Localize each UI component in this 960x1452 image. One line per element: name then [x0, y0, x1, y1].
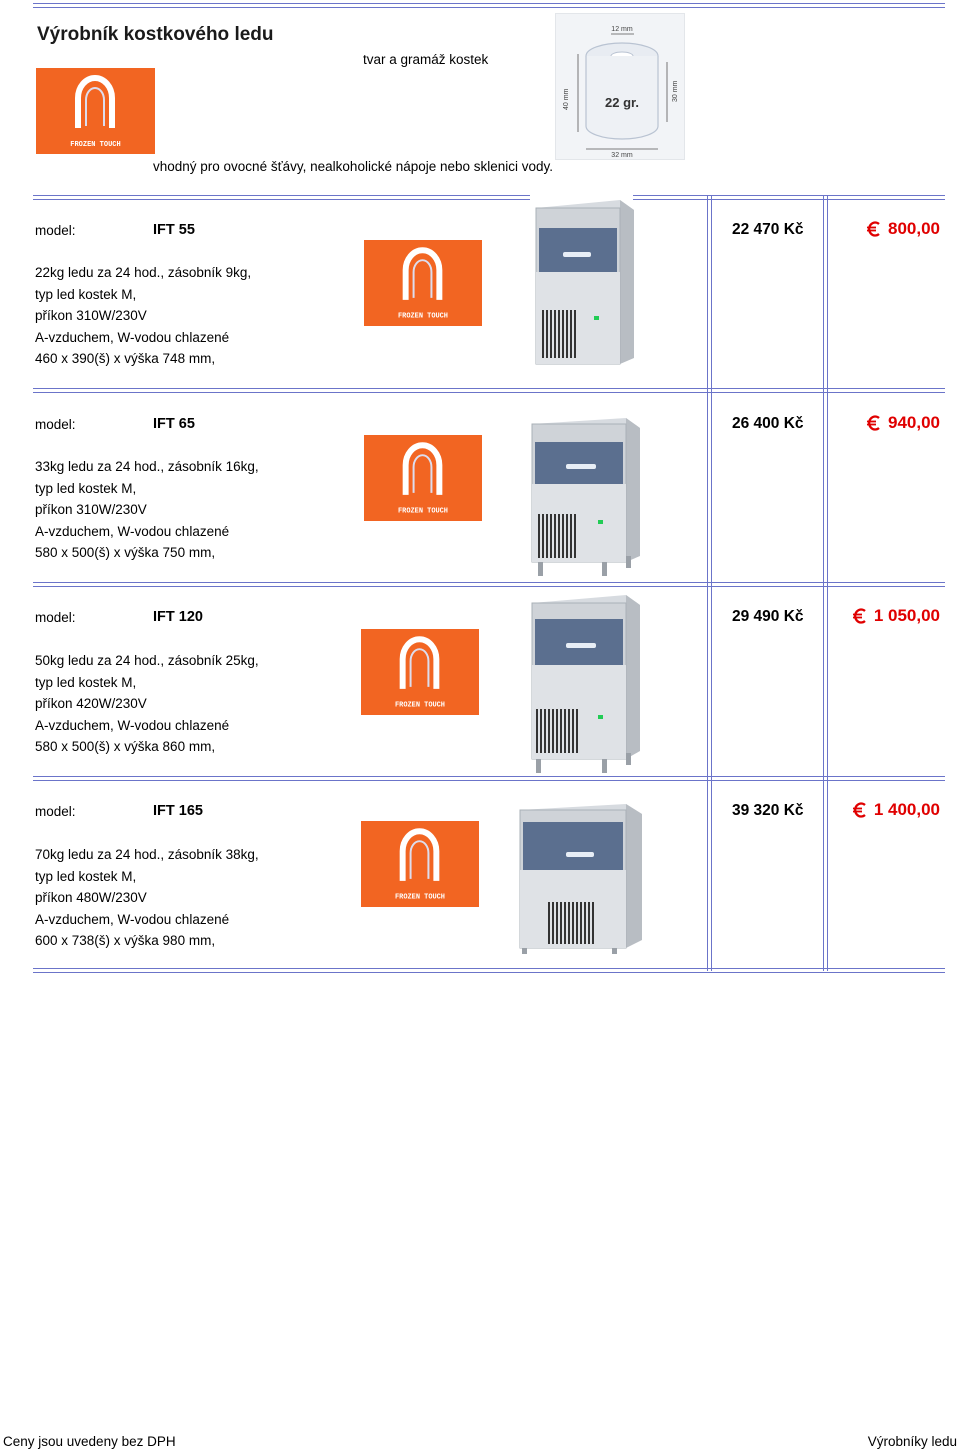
svg-text:30 mm: 30 mm	[672, 80, 679, 102]
price-eur	[867, 413, 940, 433]
spec-list	[35, 262, 251, 370]
svg-text:FROZEN TOUCH: FROZEN TOUCH	[395, 893, 445, 902]
spec-line: 600 x 738(š) x výška 980 mm,	[35, 933, 216, 948]
ice-machine-icon	[516, 800, 646, 956]
column-rule	[823, 195, 828, 971]
cube-diagram	[555, 13, 685, 160]
row-rule	[33, 195, 530, 200]
euro-icon	[853, 802, 867, 818]
svg-text:40 mm: 40 mm	[563, 88, 570, 110]
spec-line: 70kg ledu za 24 hod., zásobník 38kg,	[35, 847, 259, 862]
price-eur	[867, 219, 940, 239]
footer-section-title: Výrobníky ledu	[867, 1434, 957, 1449]
column-rule	[707, 195, 712, 971]
model-name: IFT 165	[153, 803, 203, 819]
spec-list	[35, 650, 259, 758]
model-label: model:	[35, 804, 76, 819]
price-czk: 39 320 Kč	[732, 802, 804, 819]
footer-note: Ceny jsou uvedeny bez DPH	[3, 1434, 176, 1449]
cube-caption: tvar a gramáž kostek	[363, 52, 489, 67]
model-name: IFT 55	[153, 222, 195, 238]
brand-logo	[36, 68, 155, 154]
spec-list	[35, 456, 259, 564]
frozen-touch-logo-icon	[361, 629, 479, 715]
model-name: IFT 120	[153, 609, 203, 625]
spec-line: 580 x 500(š) x výška 750 mm,	[35, 545, 216, 560]
product-image	[528, 198, 636, 366]
price-eur-value: 1 400,00	[873, 800, 940, 819]
price-eur-value: 800,00	[888, 219, 940, 238]
svg-text:FROZEN TOUCH: FROZEN TOUCH	[395, 701, 445, 710]
ice-machine-icon	[526, 593, 642, 776]
spec-line: A-vzduchem, W-vodou chlazené	[35, 717, 230, 733]
spec-line: A-vzduchem, W-vodou chlazené	[35, 523, 230, 539]
euro-icon	[867, 415, 881, 431]
frozen-touch-logo-icon	[361, 821, 479, 907]
spec-line: typ led kostek M,	[35, 674, 137, 690]
logo-text: FROZEN TOUCH	[70, 141, 121, 149]
model-label: model:	[35, 417, 76, 432]
price-czk: 26 400 Kč	[732, 415, 804, 432]
frozen-touch-logo-icon	[364, 240, 482, 326]
spec-line: příkon 310W/230V	[35, 502, 147, 517]
model-label: model:	[35, 223, 76, 238]
svg-text:22 gr.: 22 gr.	[605, 95, 639, 110]
spec-line: příkon 420W/230V	[35, 696, 147, 711]
brand-logo	[361, 629, 479, 715]
svg-text:12 mm: 12 mm	[611, 26, 633, 33]
brand-logo	[361, 821, 479, 907]
page-title: Výrobník kostkového ledu	[37, 24, 274, 45]
spec-line: 22kg ledu za 24 hod., zásobník 9kg,	[35, 265, 252, 280]
ice-machine-icon	[526, 416, 642, 580]
model-name: IFT 65	[153, 416, 195, 432]
euro-icon	[867, 221, 881, 237]
spec-line: A-vzduchem, W-vodou chlazené	[35, 329, 230, 345]
euro-icon	[853, 608, 867, 624]
brand-logo	[364, 435, 482, 521]
spec-line: typ led kostek M,	[35, 286, 137, 302]
frozen-touch-logo-icon	[36, 68, 155, 154]
row-rule	[633, 195, 945, 200]
spec-line: typ led kostek M,	[35, 868, 137, 884]
ice-cube-diagram-icon	[556, 14, 684, 159]
price-eur-value: 940,00	[888, 413, 940, 432]
top-rule	[33, 3, 945, 8]
spec-line: příkon 310W/230V	[35, 308, 147, 323]
spec-line: typ led kostek M,	[35, 480, 137, 496]
spec-line: příkon 480W/230V	[35, 890, 147, 905]
spec-list	[35, 844, 259, 952]
price-czk: 29 490 Kč	[732, 608, 804, 625]
row-rule	[33, 968, 945, 973]
price-eur	[853, 800, 940, 820]
spec-line: A-vzduchem, W-vodou chlazené	[35, 911, 230, 927]
price-eur	[853, 606, 940, 626]
brand-logo	[364, 240, 482, 326]
product-image	[516, 800, 646, 956]
price-eur-value: 1 050,00	[873, 606, 940, 625]
product-image	[526, 593, 642, 776]
svg-text:FROZEN TOUCH: FROZEN TOUCH	[398, 507, 448, 516]
row-rule	[33, 388, 945, 393]
model-label: model:	[35, 610, 76, 625]
product-image	[526, 416, 642, 580]
row-rule	[33, 582, 945, 587]
row-rule	[33, 776, 945, 781]
svg-text:32 mm: 32 mm	[611, 152, 633, 159]
usage-description: vhodný pro ovocné šťávy, nealkoholické nápoje nebo sklenici vody.	[153, 159, 554, 174]
frozen-touch-logo-icon	[364, 435, 482, 521]
ice-machine-icon	[528, 198, 636, 366]
price-czk: 22 470 Kč	[732, 221, 804, 238]
spec-line: 50kg ledu za 24 hod., zásobník 25kg,	[35, 653, 259, 668]
spec-line: 580 x 500(š) x výška 860 mm,	[35, 739, 216, 754]
svg-text:FROZEN TOUCH: FROZEN TOUCH	[398, 312, 448, 321]
spec-line: 460 x 390(š) x výška 748 mm,	[35, 351, 216, 366]
spec-line: 33kg ledu za 24 hod., zásobník 16kg,	[35, 459, 259, 474]
